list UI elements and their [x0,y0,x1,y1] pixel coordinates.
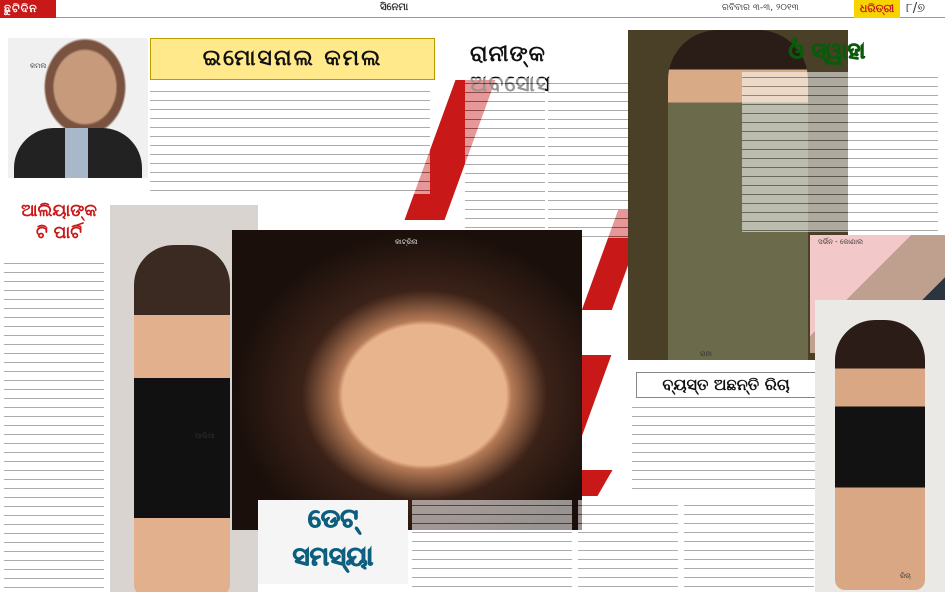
richa-body-text [632,402,822,494]
om-swaha-headline: ଓଁ ସ୍ୱାହା [788,39,866,64]
photo-caption: କମଲ [30,62,47,70]
date-problem-headline [258,500,408,584]
masthead-title: ଛୁଟିଦିନ [0,0,56,18]
date-body-text [684,500,814,588]
photo-caption: ସର୍ଭିନ - କୋଣାଲ [818,238,864,246]
photo-caption: କାଟ୍ରିନା [395,238,418,246]
issue-date: ରବିବାର ୩-୩, ୨୦୧୩ [722,3,799,13]
photo-caption: ରାନୀ [700,350,712,358]
alia-headline-line2: ଟି ପାର୍ଟି [35,223,83,243]
alia-body-text [4,258,104,588]
photo-caption: ରିଚା [900,572,911,580]
rani-body-text [465,78,545,238]
rani-body-text [548,78,628,238]
section-name: ସିନେମା [380,2,409,13]
date-headline-line1: ଡେଟ୍ [307,504,359,534]
date-body-text [412,500,572,588]
emotional-body-text [150,86,430,194]
page-number: ୮/୭ [906,1,926,16]
alia-headline [4,200,114,256]
om-swaha-body-text [742,72,938,232]
richa-photo [815,300,945,592]
newspaper-logo: ଧରିତ୍ରୀ [854,0,900,18]
alia-headline-line1: ଆଲିୟାଙ୍କ [21,201,97,221]
richa-headline: ବ୍ୟସ୍ତ ଅଛନ୍ତି ରିଚା [636,372,816,398]
photo-caption: ଆଲିଆ [195,432,215,440]
rani-headline: ରାନୀଙ୍କ [470,42,546,67]
page-header [0,0,945,18]
kamal-photo [8,38,148,178]
emotional-headline: ଇମୋସନାଲ କମଲ [150,38,435,80]
katrina-photo [232,230,582,530]
date-body-text [578,500,678,588]
date-headline-line2: ସମସ୍ୟା [292,542,374,572]
